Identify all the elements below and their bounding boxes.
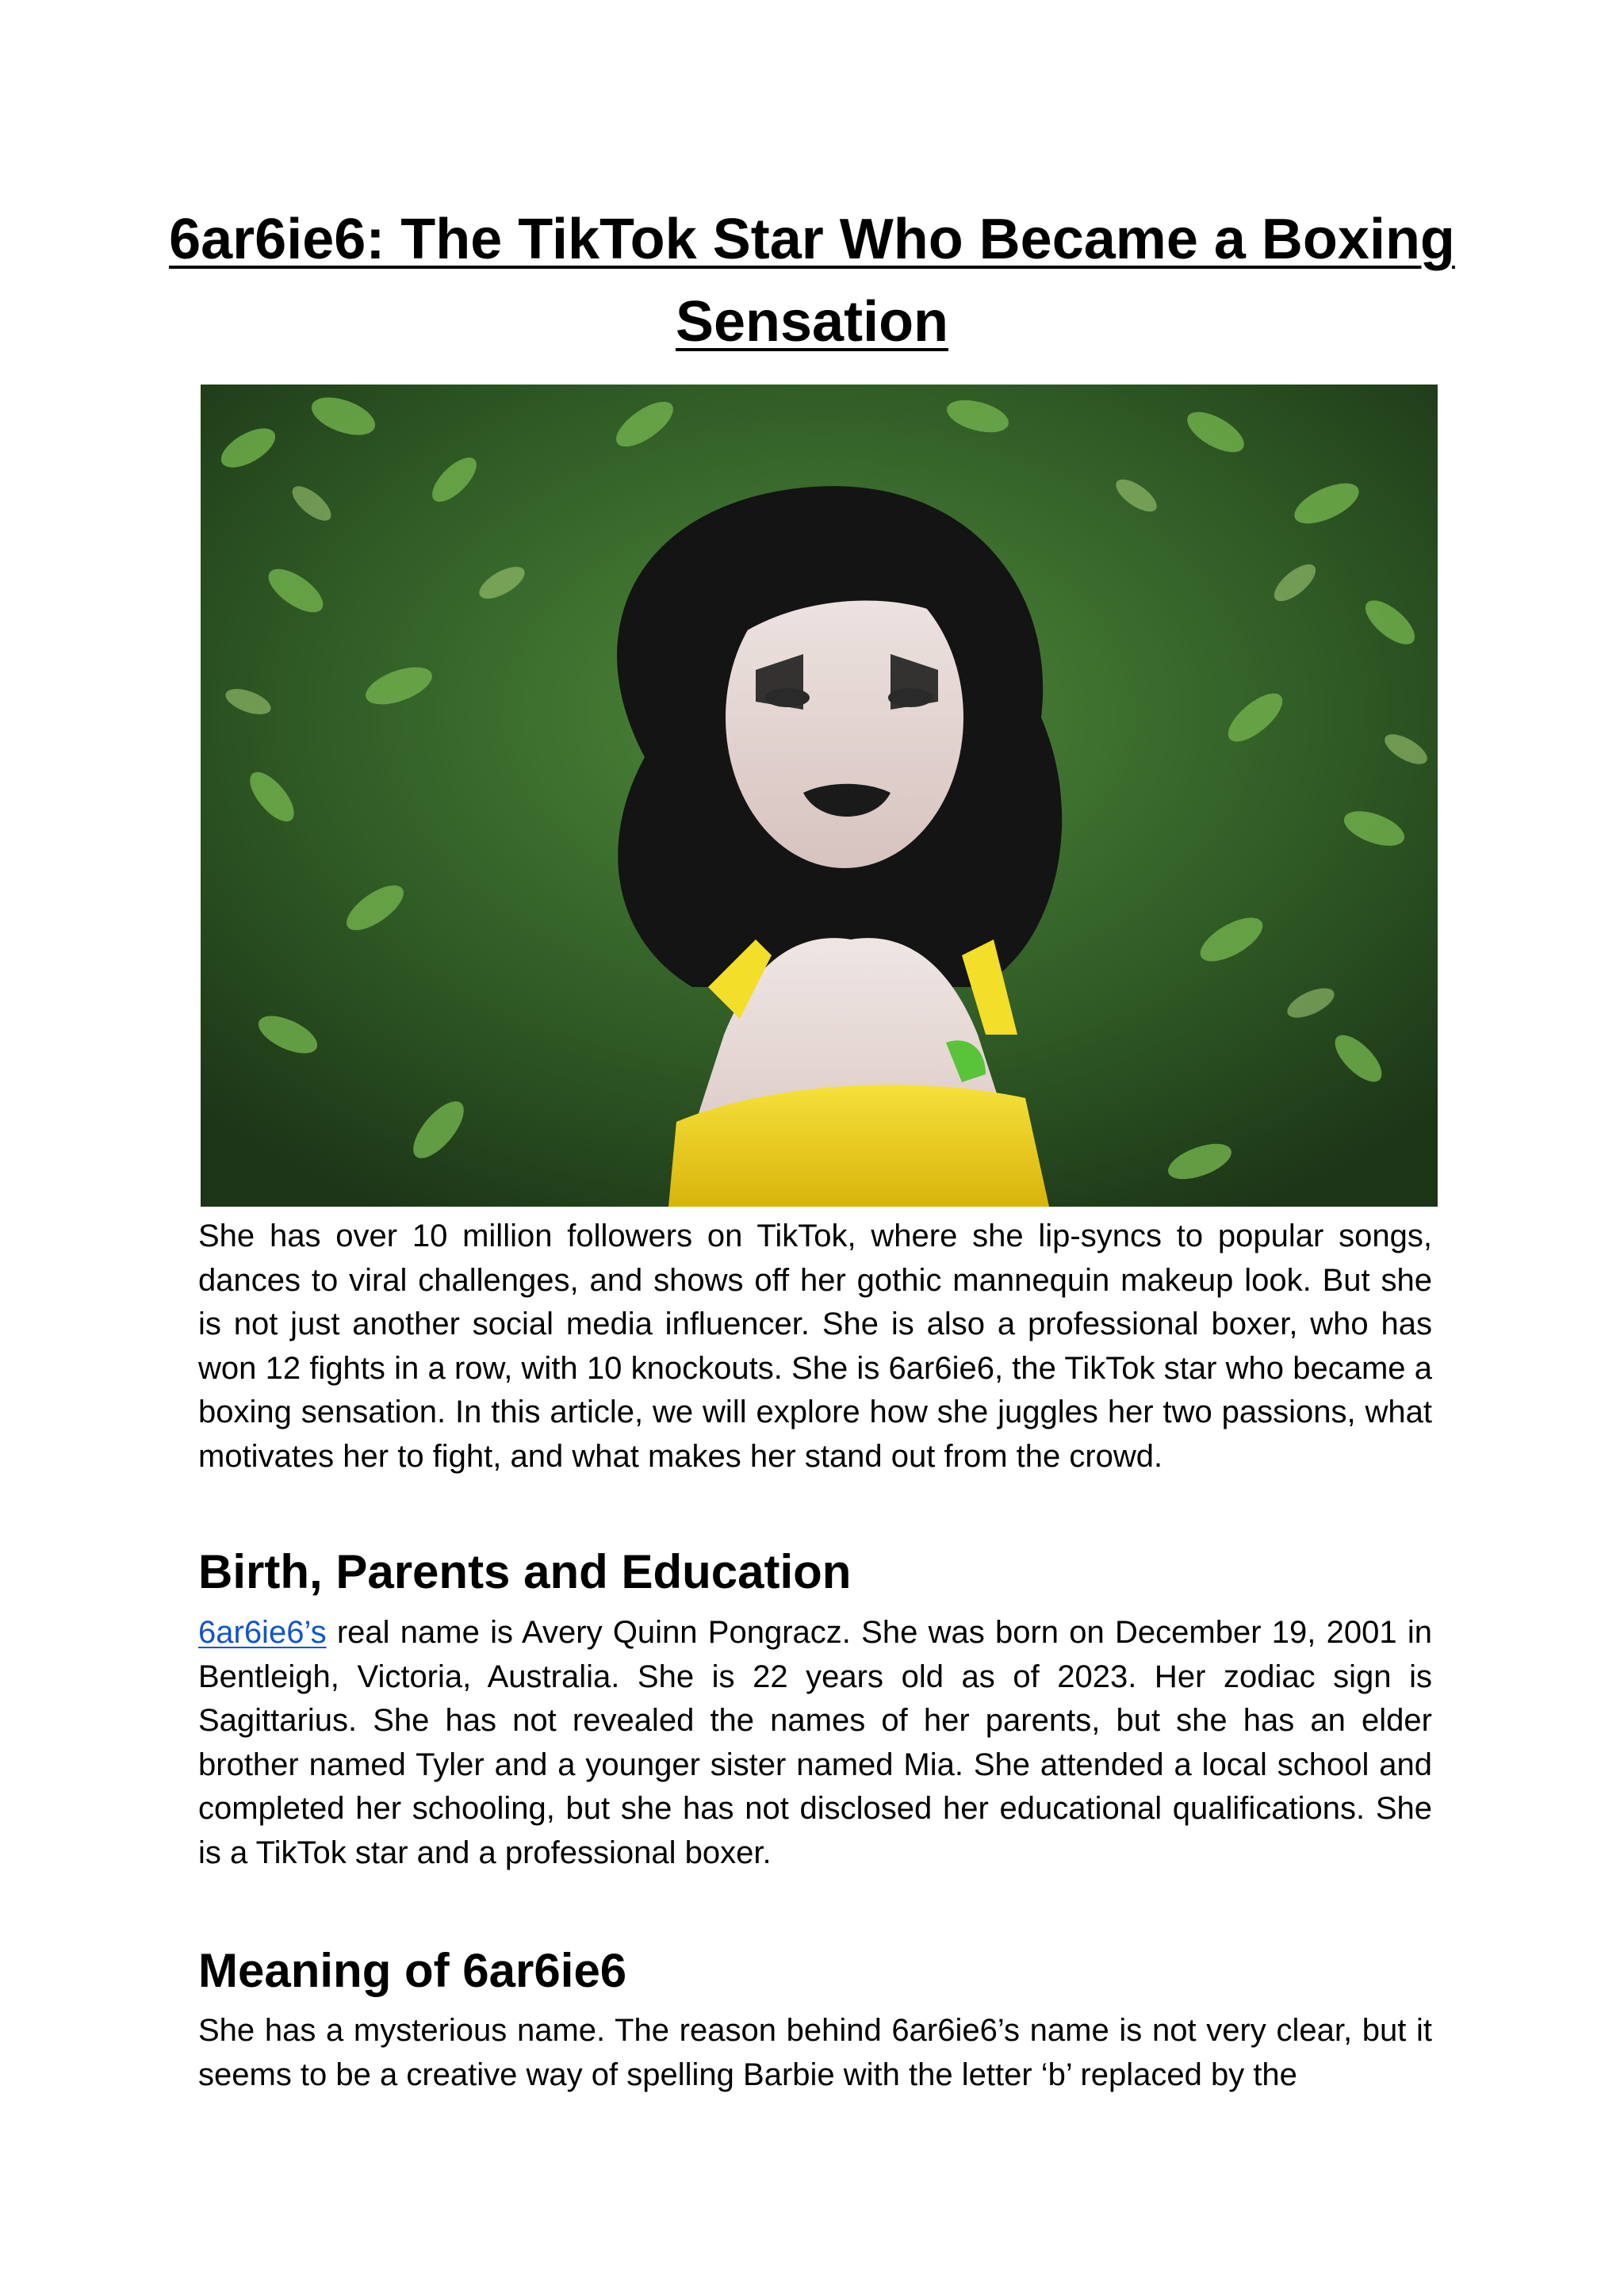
- photo-illustration: [201, 385, 1438, 1207]
- section-heading-meaning: Meaning of 6ar6ie6: [198, 1944, 627, 1997]
- birth-paragraph-text: real name is Avery Quinn Pongracz. She was born on December 19, 2001 in Bentleigh, Victoria, Australia. She is 22 years old as of 2023. Her zodiac sign is Sagittarius. She has not revealed the names of her parents, but she has an elder brother named Tyler and a younger sister named Mia. She attended a local school and completed her schooling, but she has not disclosed her educational qualifications. She is a TikTok star and a professional boxer.: [198, 1615, 1432, 1870]
- birth-paragraph: [198, 1611, 1432, 1875]
- intro-paragraph: She has over 10 million followers on TikTok, where she lip-syncs to popular songs, dances to viral challenges, and shows off her gothic mannequin makeup look. But she is not just another social media influencer. She is also a professional boxer, who has won 12 fights in a row, with 10 knockouts. She is 6ar6ie6, the TikTok star who became a boxing sensation. In this article, we will explore how she juggles her two passions, what motivates her to fight, and what makes her stand out from the crowd.: [198, 1219, 1432, 1474]
- article-photo: [201, 385, 1438, 1207]
- meaning-paragraph: She has a mysterious name. The reason behind 6ar6ie6’s name is not very clear, but it seems to be a creative way of spelling Barbie with the letter ‘b’ replaced by the: [198, 2013, 1432, 2092]
- section-heading-birth: Birth, Parents and Education: [198, 1545, 852, 1598]
- article-title: 6ar6ie6: The TikTok Star Who Became a Boxing Sensation: [169, 208, 1455, 354]
- profile-link[interactable]: 6ar6ie6’s: [198, 1615, 327, 1650]
